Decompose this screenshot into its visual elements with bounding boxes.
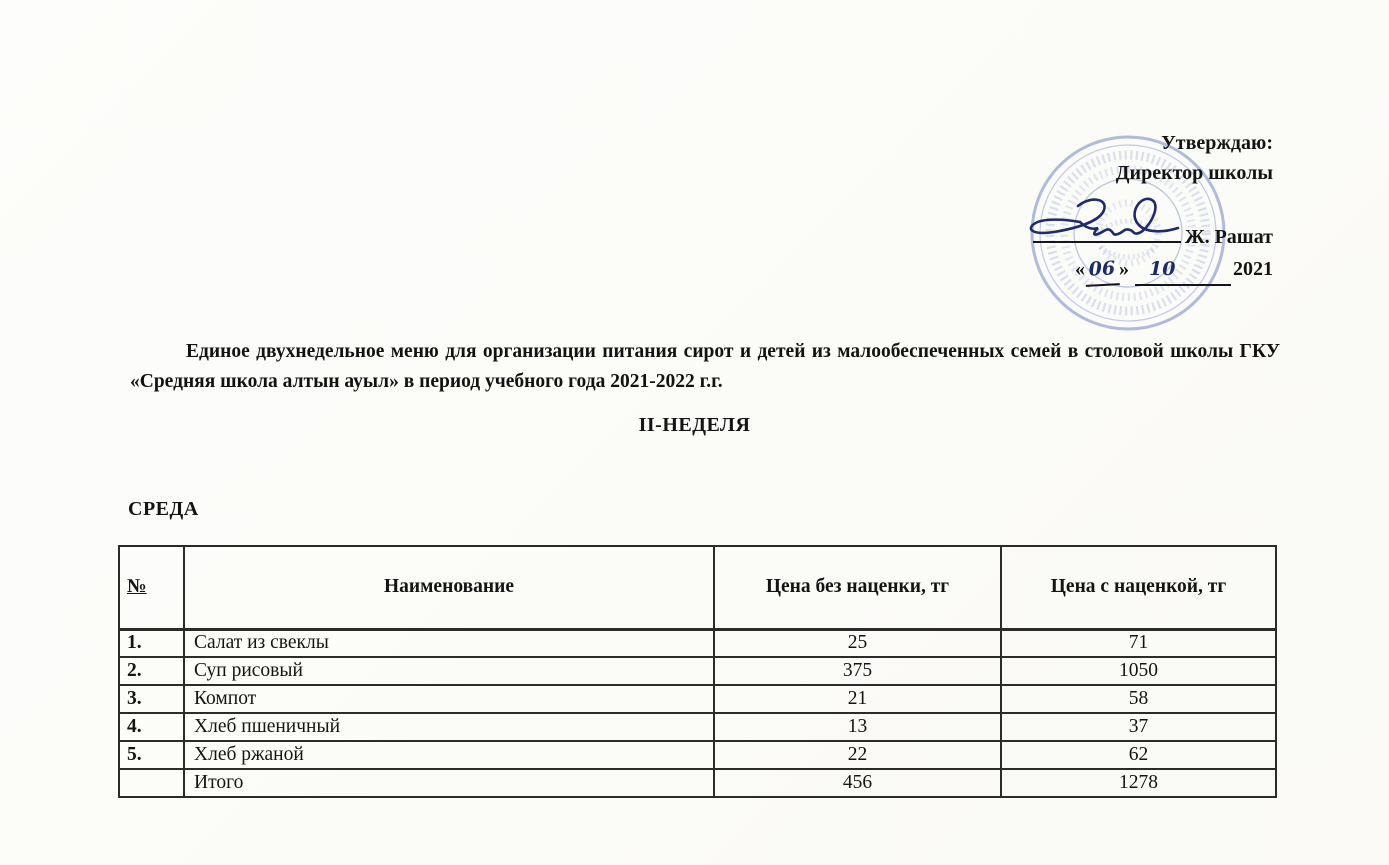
signer-name: Ж. Рашат xyxy=(1184,226,1273,248)
price-base: 375 xyxy=(714,657,1001,685)
price-markup: 71 xyxy=(1001,629,1276,657)
table-row xyxy=(119,657,1276,685)
table-row xyxy=(119,685,1276,713)
row-number: 1. xyxy=(119,629,184,657)
menu-table xyxy=(118,545,1277,798)
price-markup: 37 xyxy=(1001,713,1276,741)
approval-role: Директор школы xyxy=(1115,162,1273,184)
total-price-markup: 1278 xyxy=(1001,769,1276,797)
dish-name: Хлеб ржаной xyxy=(184,741,714,769)
row-number: 3. xyxy=(119,685,184,713)
header-number: № xyxy=(119,546,184,629)
approval-title: Утверждаю: xyxy=(1161,132,1273,154)
price-base: 13 xyxy=(714,713,1001,741)
date-year: 2021 xyxy=(1233,258,1273,280)
row-number: 4. xyxy=(119,713,184,741)
total-label: Итого xyxy=(184,769,714,797)
handwritten-month: 10 xyxy=(1135,254,1231,286)
dish-name: Суп рисовый xyxy=(184,657,714,685)
price-base: 22 xyxy=(714,741,1001,769)
director-signature xyxy=(1020,188,1205,260)
price-base: 25 xyxy=(714,629,1001,657)
table-row xyxy=(119,713,1276,741)
dish-name: Салат из свеклы xyxy=(184,629,714,657)
handwritten-day: 06 xyxy=(1084,253,1120,287)
price-markup: 62 xyxy=(1001,741,1276,769)
date-close-quote: » xyxy=(1119,258,1129,280)
row-number xyxy=(119,769,184,797)
document-title: Единое двухнедельное меню для организации питания сирот и детей из малообеспеченных семей в столовой школы ГКУ «Средняя школа алтын ауыл» в период учебного года 2021-2022 г.г. xyxy=(130,341,1280,392)
table-row xyxy=(119,741,1276,769)
price-markup: 58 xyxy=(1001,685,1276,713)
header-price-markup: Цена с наценкой, тг xyxy=(1001,546,1276,629)
menu-table-header xyxy=(119,546,1276,629)
price-base: 21 xyxy=(714,685,1001,713)
dish-name: Хлеб пшеничный xyxy=(184,713,714,741)
header-price-base: Цена без наценки, тг xyxy=(714,546,1001,629)
table-row xyxy=(119,629,1276,657)
header-name: Наименование xyxy=(184,546,714,629)
row-number: 2. xyxy=(119,657,184,685)
price-markup: 1050 xyxy=(1001,657,1276,685)
week-heading: II-НЕДЕЛЯ xyxy=(638,414,751,436)
dish-name: Компот xyxy=(184,685,714,713)
date-open-quote: « xyxy=(1075,258,1085,280)
total-price-base: 456 xyxy=(714,769,1001,797)
table-row-total xyxy=(119,769,1276,797)
row-number: 5. xyxy=(119,741,184,769)
day-heading: СРЕДА xyxy=(128,498,199,520)
